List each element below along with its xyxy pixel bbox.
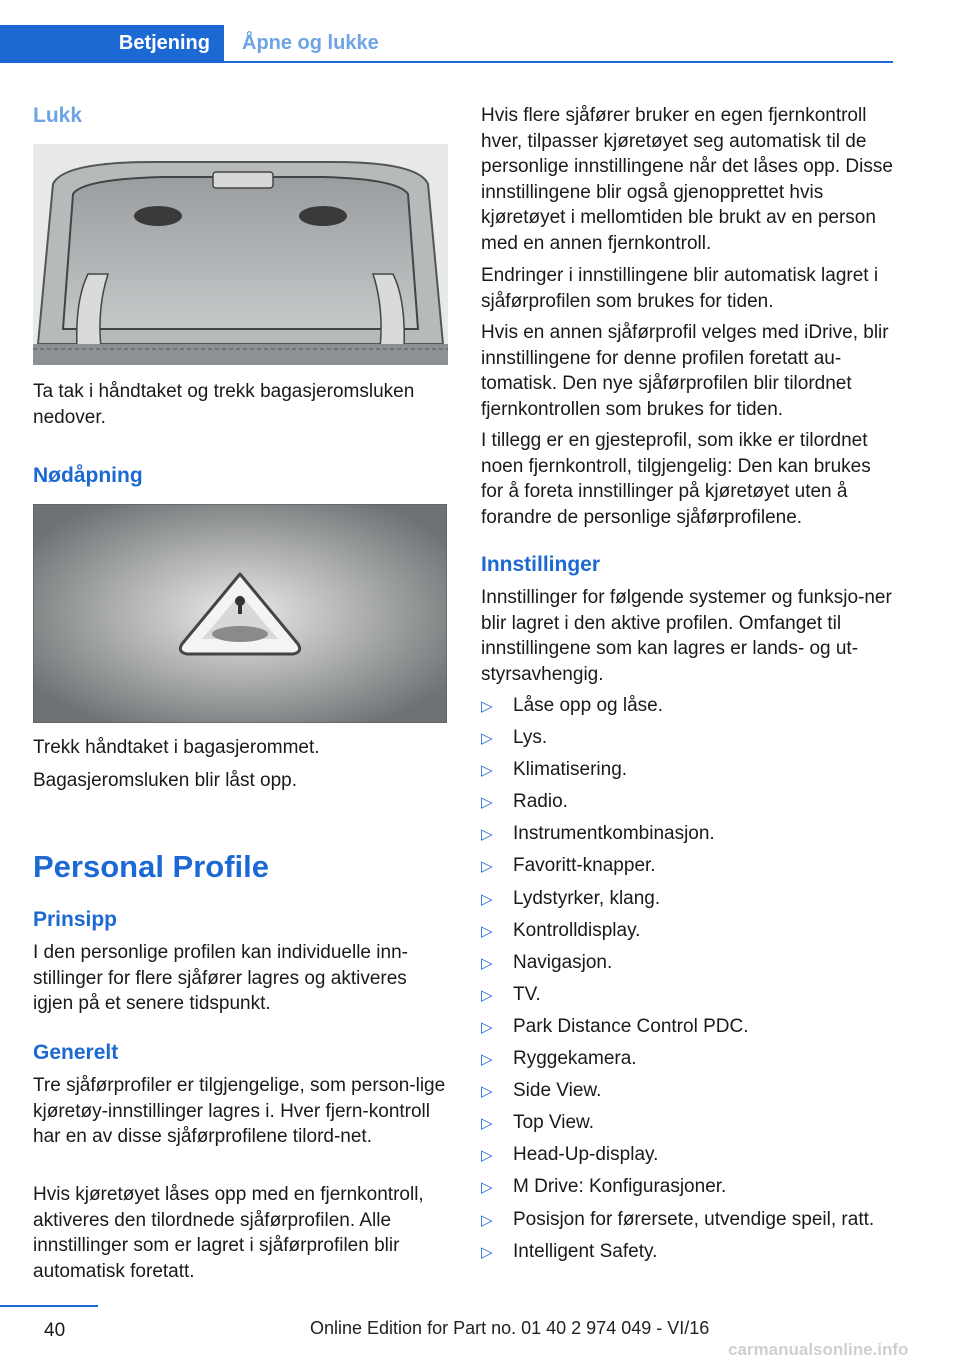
heading-lukk: Lukk: [33, 104, 83, 127]
nod-text-1: Trekk håndtaket i bagasjerommet.: [33, 737, 320, 758]
prinsipp-text: I den personlige profilen kan individuelle inn-stillinger for flere sjåfører lagres og aktiveres igjen på et senere tidspunkt.: [33, 942, 408, 1014]
header-bar: [0, 25, 893, 63]
heading-generelt: Generelt: [33, 1041, 119, 1064]
bullet-triangle-icon: ▷: [481, 1115, 493, 1133]
list-item: ▷ Låse opp og låse.: [481, 693, 895, 725]
bullet-triangle-icon: ▷: [481, 986, 493, 1004]
list-item: ▷ Lys.: [481, 725, 895, 757]
list-item: ▷ Radio.: [481, 789, 895, 821]
trunk-lid-image: [33, 144, 448, 365]
list-item: ▷ TV.: [481, 982, 895, 1014]
bullet-triangle-icon: ▷: [481, 1179, 493, 1197]
watermark: carmanualsonline.info: [728, 1340, 909, 1359]
right-paragraph-1: Hvis flere sjåfører bruker en egen fjernkontroll hver, tilpasser kjøretøyet seg automatisk til de personlige innstillingene når det låses opp. Disse innstillingene blir også gjenopprettet hvis kjøretøyet i mellomtiden ble brukt av en person med en annen fjernkontroll.: [481, 105, 893, 254]
list-item: ▷ Instrumentkombinasjon.: [481, 821, 895, 853]
bullet-triangle-icon: ▷: [481, 890, 493, 908]
bullet-triangle-icon: ▷: [481, 762, 493, 780]
bullet-triangle-icon: ▷: [481, 698, 493, 715]
edition-info: Online Edition for Part no. 01 40 2 974 049 - VI/16: [310, 1318, 710, 1338]
settings-list: [481, 693, 895, 1271]
list-item: ▷ Navigasjon.: [481, 950, 895, 982]
list-item: ▷ Intelligent Safety.: [481, 1239, 895, 1271]
bullet-triangle-icon: ▷: [481, 794, 493, 812]
right-paragraph-3: Hvis en annen sjåførprofil velges med iDrive, blir innstillingene for denne profilen foretatt au-tomatisk. Den nye sjåførprofilen blir tilordnet fjernkontrollen som brukes for tiden.: [481, 322, 889, 420]
bullet-triangle-icon: ▷: [481, 826, 493, 844]
bullet-triangle-icon: ▷: [481, 1018, 493, 1036]
page-number: 40: [44, 1320, 66, 1341]
heading-nodapning: Nødåpning: [33, 464, 143, 487]
section-title-personal-profile: Personal Profile: [33, 849, 270, 884]
generelt-text-2: Hvis kjøretøyet låses opp med en fjernkontroll, aktiveres den tilordnede sjåførprofilen. Alle innstillinger som er lagret i sjåførprofilen blir automatisk foretatt.: [33, 1184, 424, 1282]
list-item: ▷ Kontrolldisplay.: [481, 918, 895, 950]
bullet-triangle-icon: ▷: [481, 1051, 493, 1069]
list-item: ▷ Favoritt-knapper.: [481, 853, 895, 885]
list-item: ▷ Side View.: [481, 1078, 895, 1110]
list-item: ▷ Klimatisering.: [481, 757, 895, 789]
trunk-lid-illustration: [33, 144, 448, 365]
tab-betjening[interactable]: Betjening: [0, 25, 224, 61]
bullet-triangle-icon: ▷: [481, 1243, 493, 1261]
bullet-triangle-icon: ▷: [481, 1211, 493, 1229]
list-item: ▷ Top View.: [481, 1110, 895, 1142]
list-item: ▷ Ryggekamera.: [481, 1046, 895, 1078]
heading-innstillinger: Innstillinger: [481, 553, 601, 576]
nod-text-2: Bagasjeromsluken blir låst opp.: [33, 770, 298, 791]
list-item: ▷ Park Distance Control PDC.: [481, 1014, 895, 1046]
right-paragraph-4: I tillegg er en gjesteprofil, som ikke er tilordnet noen fjernkontroll, tilgjengelig: Den kan brukes for å foreta innstillinger på kjøretøyet uten å forandre de personlige sjåførprofilene.: [481, 430, 871, 528]
emergency-release-illustration: [33, 504, 447, 723]
bullet-triangle-icon: ▷: [481, 1147, 493, 1165]
bullet-triangle-icon: ▷: [481, 954, 493, 972]
list-item: ▷ Posisjon for førersete, utvendige speil, ratt.: [481, 1207, 895, 1239]
bullet-triangle-icon: ▷: [481, 730, 493, 748]
heading-prinsipp: Prinsipp: [33, 908, 118, 931]
bullet-triangle-icon: ▷: [481, 858, 493, 876]
right-paragraph-2: Endringer i innstillingene blir automatisk lagret i sjåførprofilen som brukes for tiden.: [481, 265, 879, 312]
list-item: ▷ Head-Up-display.: [481, 1142, 895, 1174]
emergency-release-image: [33, 504, 447, 723]
bullet-triangle-icon: ▷: [481, 1083, 493, 1101]
list-item: ▷ M Drive: Konfigurasjoner.: [481, 1174, 895, 1206]
list-item: ▷ Lydstyrker, klang.: [481, 886, 895, 918]
bullet-triangle-icon: ▷: [481, 922, 493, 940]
tab-apne-og-lukke[interactable]: Åpne og lukke: [242, 32, 379, 54]
lukk-text: Ta tak i håndtaket og trekk bagasjeromsluken nedover.: [33, 381, 415, 428]
generelt-text-1: Tre sjåførprofiler er tilgjengelige, som person-lige kjøretøy-innstillinger lagres i. Hver fjern-kontroll har en av disse sjåførprofilene tilord-net.: [33, 1075, 446, 1147]
innstillinger-text: Innstillinger for følgende systemer og funksjo-ner blir lagret i den aktive profilen. Omfanget til innstillingene som kan lagres er lands- og ut-styrsavhengig.: [481, 587, 892, 685]
footer-divider: [0, 1305, 98, 1307]
